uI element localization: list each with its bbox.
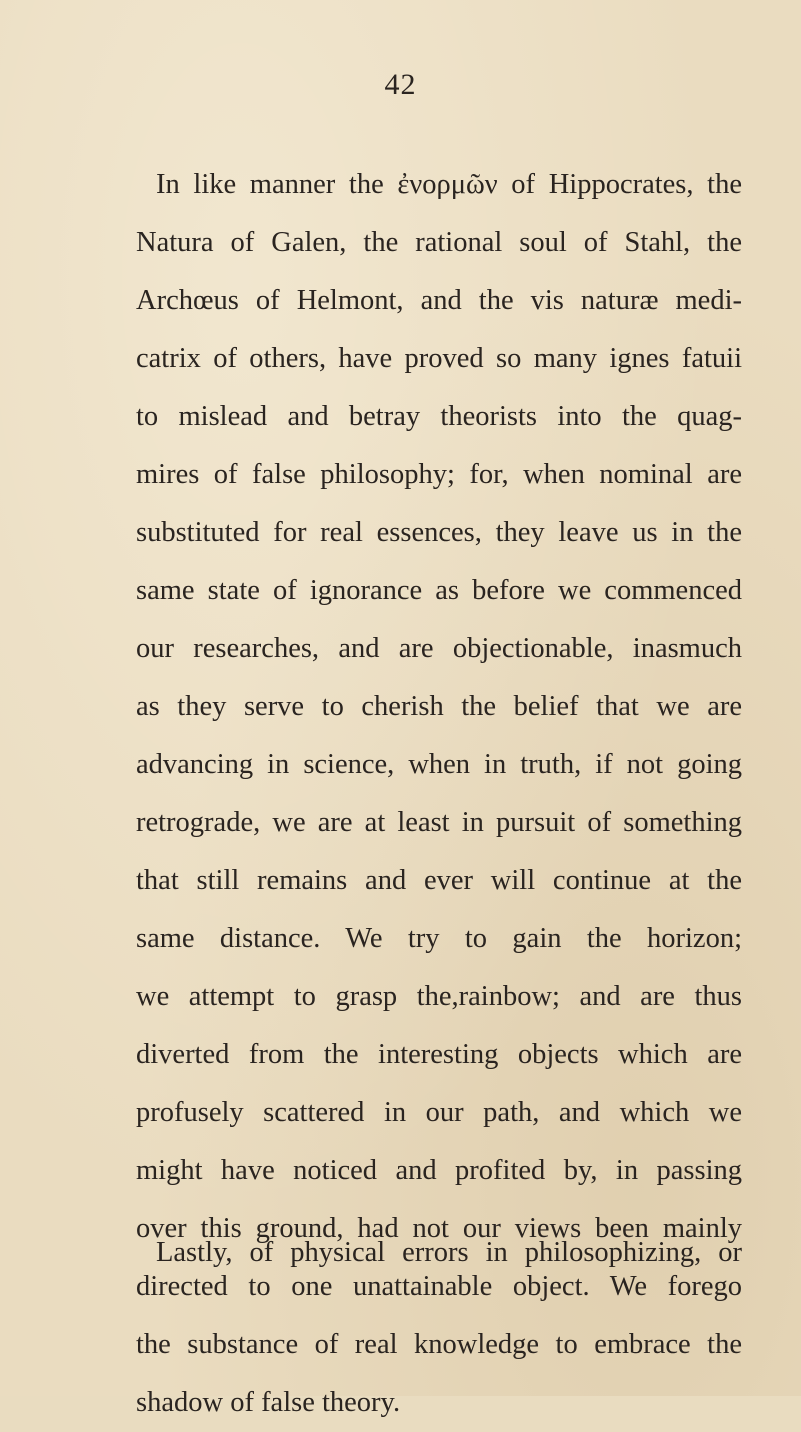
text-line: might have noticed and profited by, in passing — [136, 1155, 742, 1186]
page-number: 42 — [384, 68, 417, 101]
text-line: catrix of others, have proved so many ignes fatuii — [136, 343, 742, 374]
text-line: advancing in science, when in truth, if not going — [136, 749, 742, 780]
text-line: retrograde, we are at least in pursuit of something — [136, 807, 742, 838]
text-line: same state of ignorance as before we commenced — [136, 575, 742, 606]
text-line: Archœus of Helmont, and the vis naturæ medi- — [136, 285, 742, 316]
paragraph — [136, 1224, 742, 1282]
text-line: shadow of false theory. — [136, 1387, 401, 1418]
text-line: substituted for real essences, they leave us in the — [136, 517, 742, 548]
text-line: Lastly, of physical errors in philosophizing, or — [156, 1237, 742, 1268]
text-line: diverted from the interesting objects which are — [136, 1039, 742, 1070]
text-line: as they serve to cherish the belief that we are — [136, 691, 742, 722]
text-line: to mislead and betray theorists into the quag- — [136, 401, 742, 432]
text-line: over this ground, had not our views been mainly — [136, 1213, 742, 1244]
text-line: directed to one unattainable object. We forego — [136, 1271, 742, 1302]
text-line: Natura of Galen, the rational soul of Stahl, the — [136, 227, 742, 258]
text-line: profusely scattered in our path, and which we — [136, 1097, 742, 1128]
text-line: the substance of real knowledge to embrace the — [136, 1329, 742, 1360]
text-line: our researches, and are objectionable, inasmuch — [136, 633, 742, 664]
text-line: that still remains and ever will continue at the — [136, 865, 742, 896]
text-line: we attempt to grasp the,rainbow; and are thus — [136, 981, 742, 1012]
text-line: mires of false philosophy; for, when nominal are — [136, 459, 742, 490]
text-line: In like manner the ἐνορμῶν of Hippocrates, the — [156, 169, 742, 200]
text-line: same distance. We try to gain the horizon; — [136, 923, 742, 954]
